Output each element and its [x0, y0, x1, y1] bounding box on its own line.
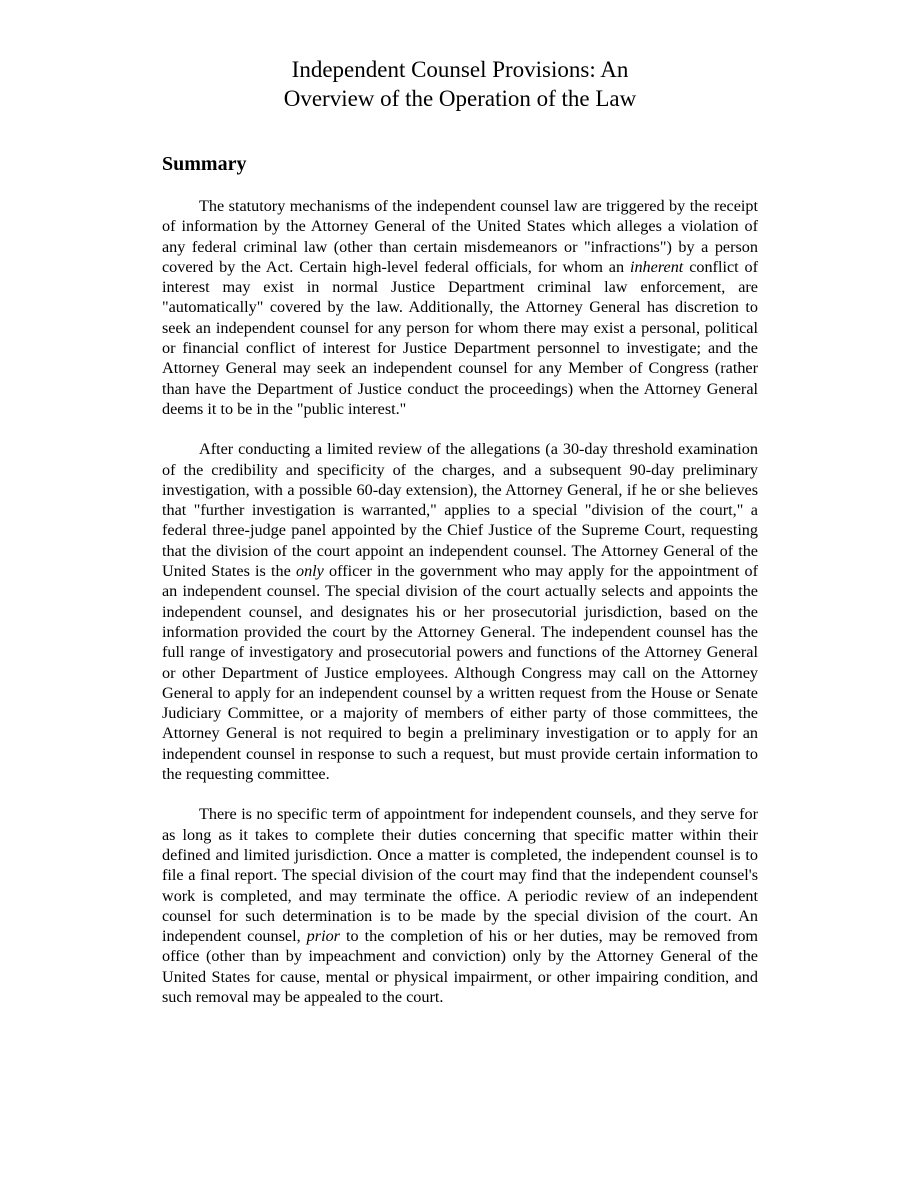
- paragraph-text: The statutory mechanisms of the independent counsel law are triggered by the receipt of information by the Attorney General of the United States which alleges a violation of any federal criminal law (other than certain misdemeanors or "infractions") by a person covered by the Act. Certain high-level federal officials, for whom an: [162, 197, 758, 276]
- emphasis-text: prior: [306, 927, 340, 946]
- section-heading-summary: Summary: [162, 153, 247, 175]
- title-line-2: Overview of the Operation of the Law: [283, 86, 637, 111]
- paragraph-text: officer in the government who may apply for the appointment of an independent counsel. The special division of the court actually selects and appoints the independent counsel, and designates his or her prosecutorial jurisdiction, based on the information provided the court by the Attorney General. The independent counsel has the full range of investigatory and prosecutorial powers and functions of the Attorney General or other Department of Justice employees. Although Congress may call on the Attorney General to apply for an independent counsel by a written request from the House or Senate Judiciary Committee, or a majority of members of either party of those committees, the Attorney General is not required to begin a preliminary investigation or to apply for an independent counsel in response to such a request, but must provide certain information to the requesting committee.: [162, 562, 759, 784]
- emphasis-text: inherent: [629, 257, 684, 276]
- paragraph-2: [162, 439, 758, 784]
- summary-body: [162, 196, 758, 1027]
- paragraph-text: There is no specific term of appointment for independent counsels, and they serve for as long as it takes to complete their duties concerning that specific matter within their defined and limited jurisdiction. Once a matter is completed, the independent counsel is to file a final report. The special division of the court may find that the independent counsel's work is completed, and may terminate the office. A periodic review of an independent counsel for such determination is to be made by the special division of the court. An independent counsel,: [162, 805, 758, 946]
- paragraph-text: to the completion of his or her duties, may be removed from office (other than by impeachment and conviction) only by the Attorney General of the United States for cause, mental or physical impairment, or other impairing condition, and such removal may be appealed to the court.: [162, 927, 759, 1006]
- paragraph-text: conflict of interest may exist in normal Justice Department criminal law enforcement, are "automatically" covered by the law. Additionally, the Attorney General has discretion to seek an independent counsel for any person for whom there may exist a personal, political or financial conflict of interest for Justice Department personnel to investigate; and the Attorney General may seek an independent counsel for any Member of Congress (rather than have the Department of Justice conduct the proceedings) when the Attorney General deems it to be in the "public interest.": [162, 257, 758, 418]
- title-line-1: Independent Counsel Provisions: An: [291, 57, 629, 82]
- emphasis-text: only: [295, 562, 324, 581]
- paragraph-3: [162, 804, 758, 1007]
- paragraph-1: [162, 196, 758, 419]
- paragraph-text: After conducting a limited review of the allegations (a 30-day threshold examination of the credibility and specificity of the charges, and a subsequent 90-day preliminary investigation, with a possible 60-day extension), the Attorney General, if he or she believes that "further investigation is warranted," applies to a special "division of the court," a federal three-judge panel appointed by the Chief Justice of the Supreme Court, requesting that the division of the court appoint an independent counsel. The Attorney General of the United States is the: [162, 440, 758, 581]
- document-title: [160, 55, 760, 113]
